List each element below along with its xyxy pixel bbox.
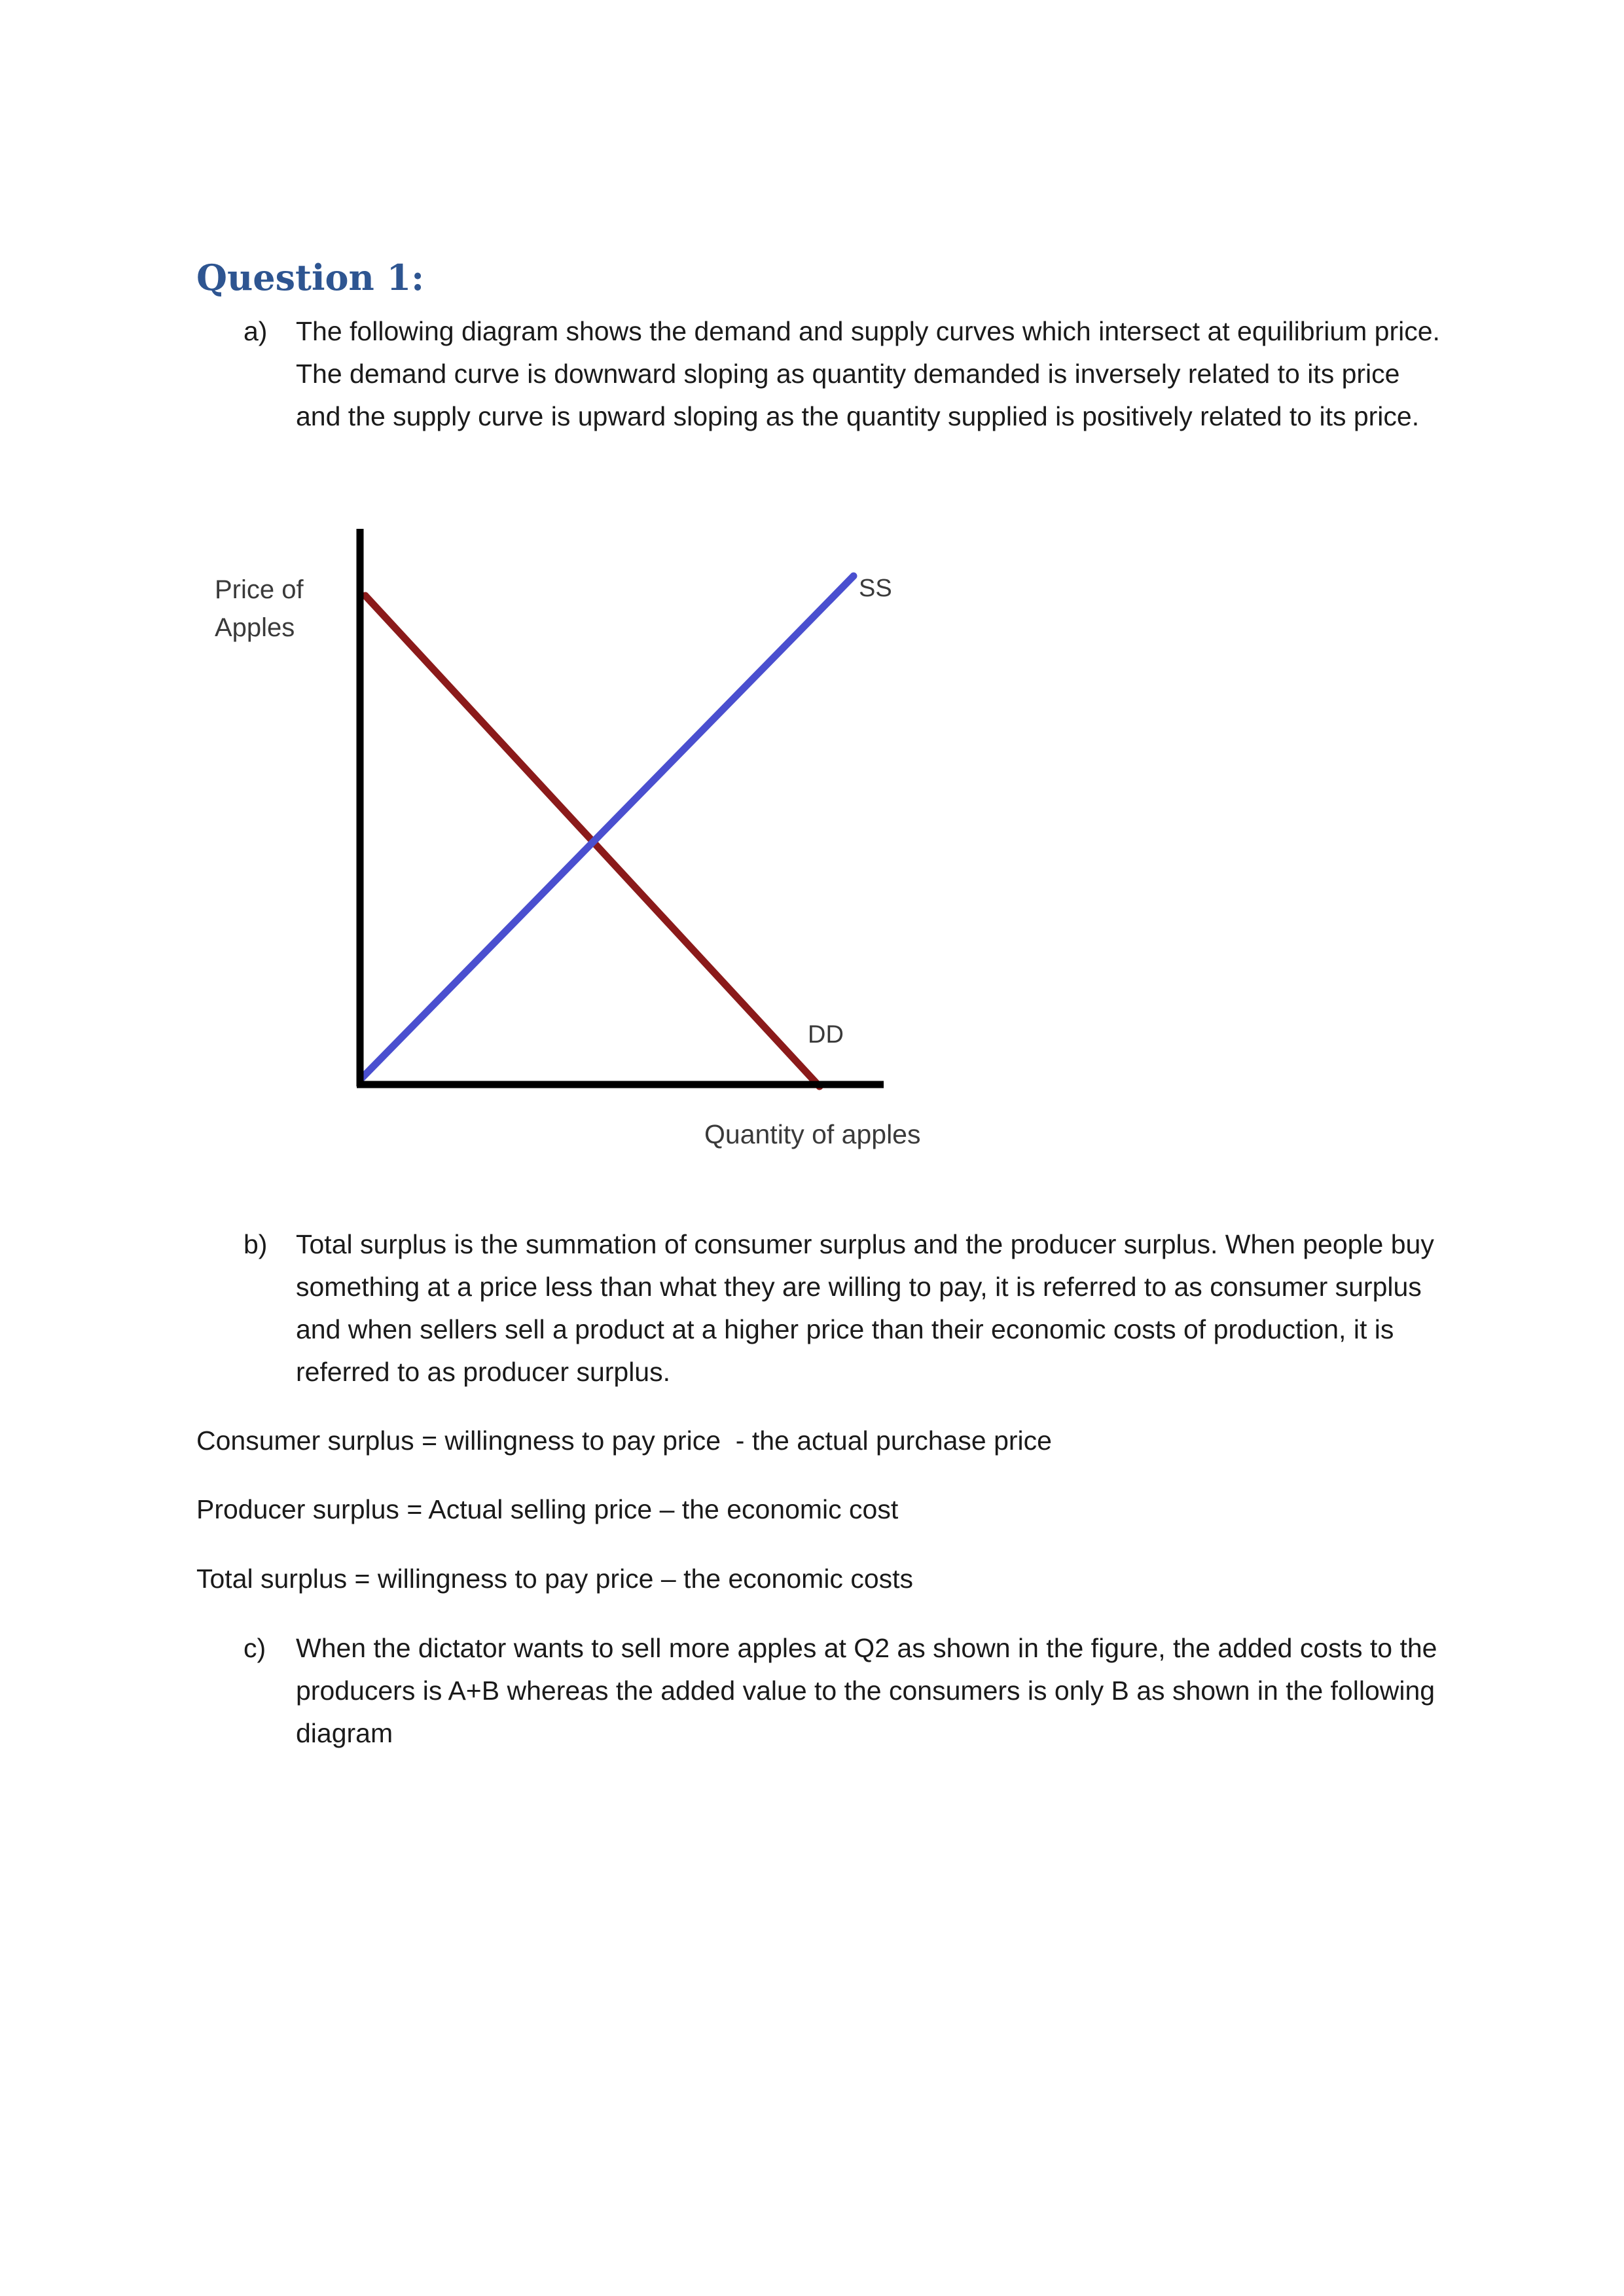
supply-demand-diagram	[190, 517, 975, 1172]
part-b	[196, 1223, 1440, 1393]
part-b-marker: b)	[244, 1229, 268, 1259]
diagram-canvas	[190, 517, 975, 1172]
producer-surplus-formula: Producer surplus = Actual selling price – the economic cost	[196, 1494, 899, 1524]
part-b-text: Total surplus is the summation of consumer surplus and the producer surplus. When people buy something at a price less than what they are willing to pay, it is referred to as consumer surplus and when sellers sell a product at a higher price than their economic costs of production, it is referred to as producer surplus.	[296, 1229, 1434, 1387]
y-axis-label	[215, 571, 304, 647]
part-a-text: The following diagram shows the demand and supply curves which intersect at equilibrium price. The demand curve is downward sloping as quantity demanded is inversely related to its price and the supply curve is upward sloping as the quantity supplied is positively related to its price.	[296, 316, 1440, 431]
y-axis-label-line2: Apples	[215, 613, 295, 642]
part-c-marker: c)	[244, 1633, 266, 1663]
consumer-surplus-formula: Consumer surplus = willingness to pay price - the actual purchase price	[196, 1426, 1052, 1456]
x-axis-label: Quantity of apples	[704, 1119, 921, 1149]
part-a-marker: a)	[244, 316, 268, 346]
part-c-text: When the dictator wants to sell more apples at Q2 as shown in the figure, the added costs to the producers is A+B whereas the added value to the consumers is only B as shown in the following diagram	[296, 1633, 1437, 1748]
question-title: Question 1:	[196, 257, 425, 298]
y-axis-label-line1: Price of	[215, 575, 304, 604]
part-c	[196, 1627, 1440, 1755]
supply-curve	[360, 576, 854, 1080]
supply-curve-label: SS	[859, 575, 892, 602]
demand-curve-label: DD	[808, 1021, 844, 1049]
part-a	[196, 310, 1440, 438]
total-surplus-formula: Total surplus = willingness to pay price – the economic costs	[196, 1564, 914, 1594]
